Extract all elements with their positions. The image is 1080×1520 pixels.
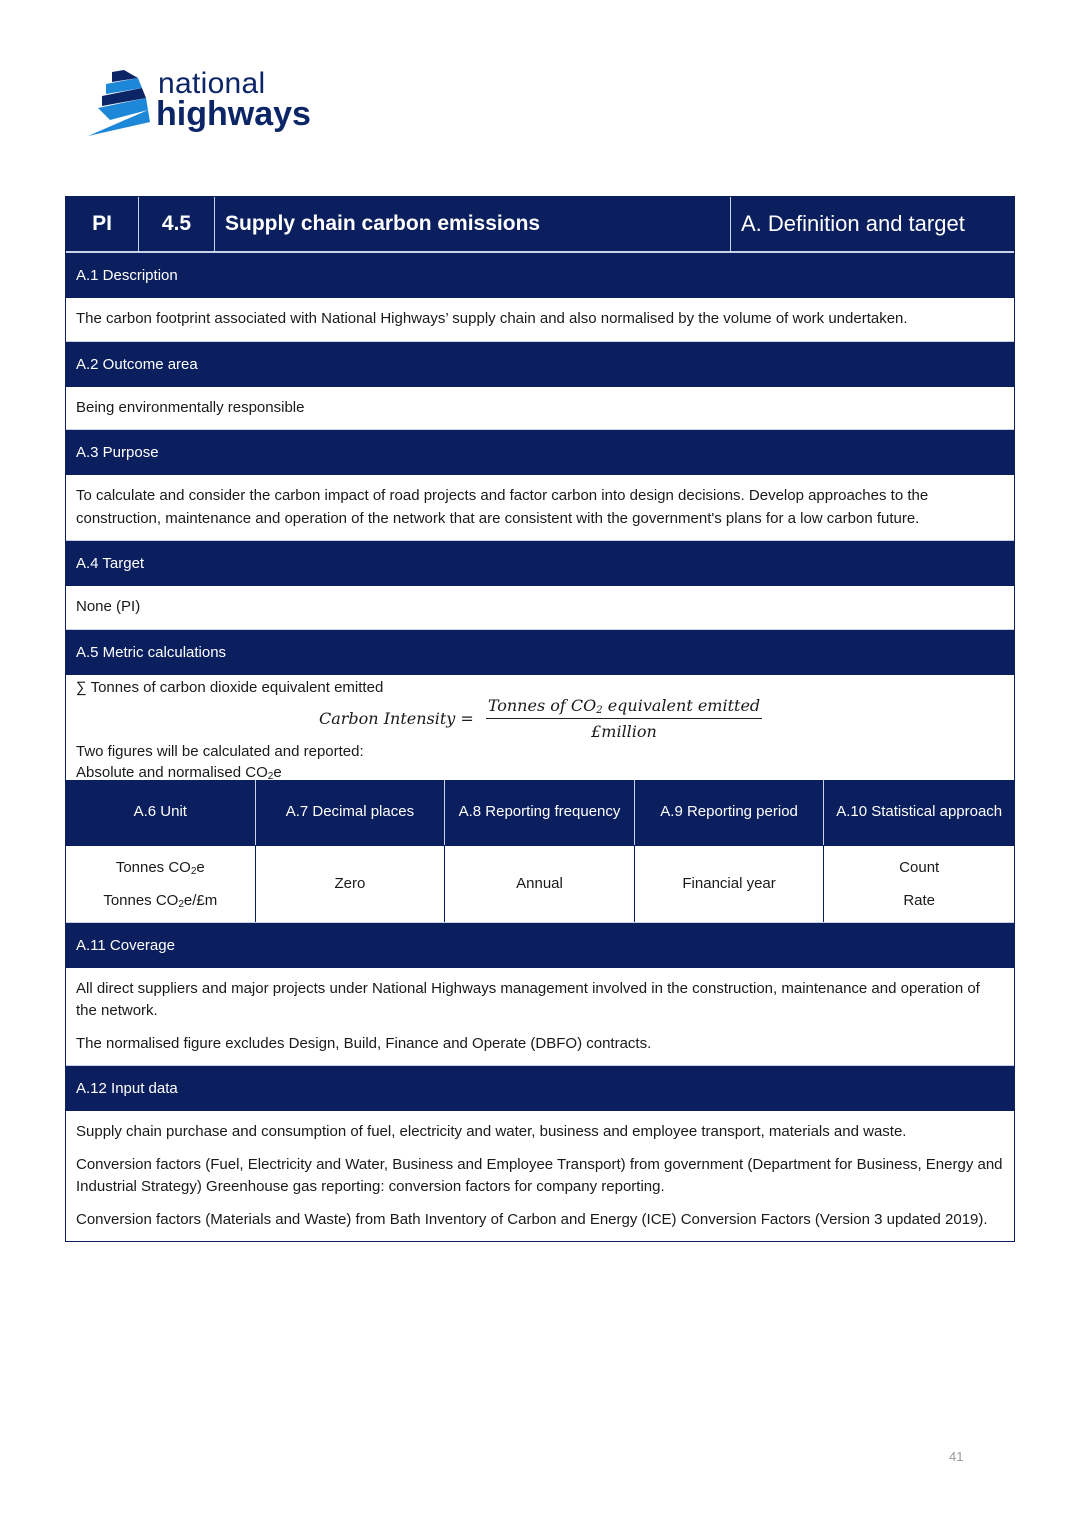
definition-table [65, 196, 1015, 1242]
grid-header-decimal-places: A.7 Decimal places [256, 780, 446, 845]
indicator-type: PI [66, 197, 139, 251]
section-header-target: A.4 Target [66, 540, 1014, 586]
grid-value-reporting-frequency: Annual [445, 845, 635, 922]
logo-word-national: national [158, 67, 266, 100]
grid-value-unit [66, 845, 256, 922]
table-header [66, 197, 1014, 252]
section-body-metric-calculations [66, 675, 1014, 780]
metric-attributes-grid [66, 780, 1014, 922]
purpose-text: To calculate and consider the carbon impact of road projects and factor carbon into design decisions. Develop approaches to the construction, maintenance and operation of the network that are consistent with the government's plans for a low carbon future. [76, 487, 929, 527]
section-body-purpose [66, 475, 1014, 540]
numerator-subscript: 2 [596, 704, 603, 716]
absolute-subscript: 2 [267, 770, 274, 782]
unit-absolute-sub: 2 [190, 865, 197, 877]
grid-header-unit: A.6 Unit [66, 780, 256, 845]
unit-normalised [103, 884, 217, 917]
section-body-outcome-area [66, 387, 1014, 430]
logo-word-highways: highways [156, 95, 311, 133]
metric-line-sum: ∑ Tonnes of carbon dioxide equivalent emitted [76, 678, 384, 696]
grid-value-reporting-period: Financial year [635, 845, 825, 922]
grid-header-reporting-frequency: A.8 Reporting frequency [445, 780, 635, 845]
section-title: A. Definition and target [741, 211, 965, 236]
approach-rate: Rate [903, 891, 936, 909]
unit-absolute-post: e [196, 858, 205, 876]
coverage-text-2: The normalised figure excludes Design, Build, Finance and Operate (DBFO) contracts. [76, 1034, 652, 1052]
metric-line-two-figures: Two figures will be calculated and reported: [76, 742, 364, 760]
section-body-target [66, 586, 1014, 629]
section-body-description [66, 298, 1014, 341]
section-header-outcome-area: A.2 Outcome area [66, 341, 1014, 387]
national-highways-logo-mark-icon [88, 70, 154, 138]
formula-fraction [486, 695, 762, 742]
grid-value-statistical-approach [824, 845, 1014, 922]
input-data-text-2: Conversion factors (Fuel, Electricity and Water, Business and Employee Transport) from government (Department for Business, Energy and Industrial Strategy) Greenhouse gas reporting: conversion factors for company reporting. [76, 1155, 1003, 1195]
grid-header-statistical-approach: A.10 Statistical approach [824, 780, 1014, 845]
section-header-coverage: A.11 Coverage [66, 922, 1014, 968]
section-header-input-data: A.12 Input data [66, 1065, 1014, 1111]
page-number: 41 [949, 1449, 964, 1464]
indicator-number: 4.5 [139, 197, 215, 251]
unit-normalised-sub: 2 [178, 898, 184, 910]
section-body-coverage [66, 968, 1014, 1066]
national-highways-logo [88, 66, 328, 146]
unit-normalised-pre: Tonnes CO [103, 891, 179, 909]
coverage-text-1: All direct suppliers and major projects under National Highways management involved in the construction, maintenance and operation of the network. [76, 979, 980, 1019]
carbon-intensity-formula [319, 695, 762, 742]
approach-count: Count [899, 858, 940, 876]
unit-absolute [116, 851, 205, 884]
section-header-purpose: A.3 Purpose [66, 429, 1014, 475]
unit-normalised-post: e/£m [183, 891, 218, 909]
section-header-metric-calculations: A.5 Metric calculations [66, 629, 1014, 675]
input-data-text-3: Conversion factors (Materials and Waste) from Bath Inventory of Carbon and Energy (ICE) Conversion Factors (Version 3 updated 2019). [76, 1210, 988, 1228]
unit-absolute-pre: Tonnes CO [115, 858, 191, 876]
grid-header-reporting-period: A.9 Reporting period [635, 780, 825, 845]
numerator-post: equivalent emitted [602, 695, 761, 715]
absolute-post: e [273, 763, 282, 781]
metric-line-absolute [76, 762, 282, 783]
section-header-description: A.1 Description [66, 252, 1014, 298]
formula-lhs: Carbon Intensity = [319, 708, 474, 728]
outcome-area-text: Being environmentally responsible [76, 398, 305, 416]
section-body-input-data [66, 1111, 1014, 1241]
grid-value-decimal-places: Zero [256, 845, 446, 922]
numerator-pre: Tonnes of CO [487, 695, 597, 715]
indicator-title: Supply chain carbon emissions [215, 197, 731, 251]
input-data-text-1: Supply chain purchase and consumption of fuel, electricity and water, business and employee transport, materials and waste. [76, 1123, 907, 1140]
target-text: None (PI) [76, 598, 141, 615]
description-text: The carbon footprint associated with National Highways’ supply chain and also normalised by the volume of work undertaken. [76, 310, 908, 327]
absolute-pre: Absolute and normalised CO [76, 763, 268, 781]
formula-denominator: £million [591, 721, 657, 741]
formula-numerator [486, 695, 762, 719]
